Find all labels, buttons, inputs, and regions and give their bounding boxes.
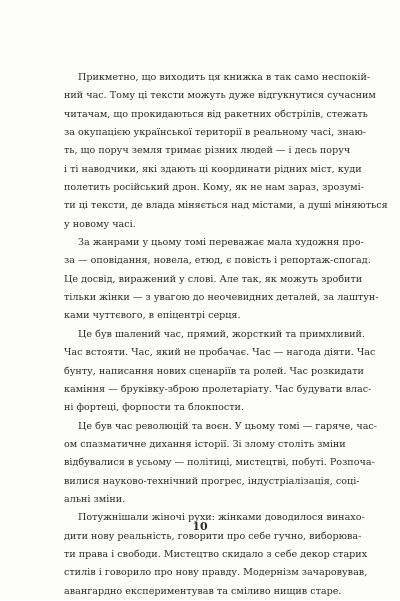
text-line: ть, що поруч земля тримає різних людей — і десь поруч bbox=[64, 145, 351, 157]
text-line: дити нову реальність, говорити про себе гучно, виборюва- bbox=[64, 530, 362, 542]
paragraph bbox=[64, 69, 388, 234]
text-line: Це досвід, виражений у слові. Але так, як можуть зробити bbox=[64, 273, 363, 285]
text-line: Прикметно, що виходить ця книжка в так само неспокій- bbox=[78, 72, 371, 83]
text-line: авангардно експериментував та сміливо нищив старе. bbox=[64, 585, 342, 597]
text-line: каміння — бруківку-зброю пролетаріату. Час будувати влас- bbox=[64, 383, 372, 395]
text-line: ти ці тексти, де влада міняється над містами, а душі міняються bbox=[64, 200, 388, 212]
text-line: ти права і свободи. Мистецтво скидало з себе декор старих bbox=[64, 548, 368, 560]
paragraph bbox=[64, 326, 376, 418]
text-line: тільки жінки — з увагою до неочевидних деталей, за лаштун- bbox=[64, 292, 379, 304]
text-line: читачам, що прокидаються від ракетних обстрілів, стежать bbox=[64, 108, 368, 120]
text-line: за — оповідання, новела, етюд, є повість і репортаж-спогад. bbox=[64, 255, 371, 267]
text-line: ний час. Тому ці тексти можуть дуже відгукнутися сучасним bbox=[64, 90, 376, 102]
text-line: альні зміни. bbox=[64, 493, 126, 505]
text-line: Час встояти. Час, який не пробачає. Час — нагода діяти. Час bbox=[64, 347, 376, 359]
text-line: Це був час революцій та воєн. У цьому томі — гаряче, час- bbox=[78, 420, 378, 432]
page-number: 10 bbox=[192, 520, 208, 533]
text-line: і ті наводчики, які здають ці координати рідних міст, куди bbox=[64, 163, 362, 175]
text-line: ом спазматичне дихання історії. Зі злому століть зміни bbox=[64, 438, 346, 450]
paragraph bbox=[64, 234, 379, 326]
text-line: За жанрами у цьому томі переважає мала художня про- bbox=[78, 237, 364, 249]
text-line: Потужнішали жіночі рухи: жінками доводилося винахо- bbox=[78, 512, 365, 524]
text-line: у новому часі. bbox=[64, 218, 136, 230]
text-line: вилися науково-технічний прогрес, індустріалізація, соці- bbox=[64, 475, 360, 487]
text-line: стилів і говорило про нову правду. Модернізм зачаровував, bbox=[64, 567, 368, 579]
text-line: бунту, написання нових сценаріїв та ролей. Час розкидати bbox=[64, 365, 364, 377]
text-line: відбувалися в усьому — політиці, мистецтві, побуті. Розпоча- bbox=[64, 457, 375, 469]
text-line: Це був шалений час, прямий, жорсткий та примхливий. bbox=[78, 328, 365, 340]
text-line: полетить російський дрон. Кому, як не нам зараз, зрозумі- bbox=[64, 182, 364, 194]
text-line: ні фортеці, форпости та блокпости. bbox=[64, 402, 244, 414]
paragraph bbox=[64, 418, 378, 510]
text-line: ками чуттєвого, в епіцентрі серця. bbox=[64, 310, 241, 322]
text-line: за окупацією української території в реальному часі, знаю- bbox=[64, 127, 367, 139]
